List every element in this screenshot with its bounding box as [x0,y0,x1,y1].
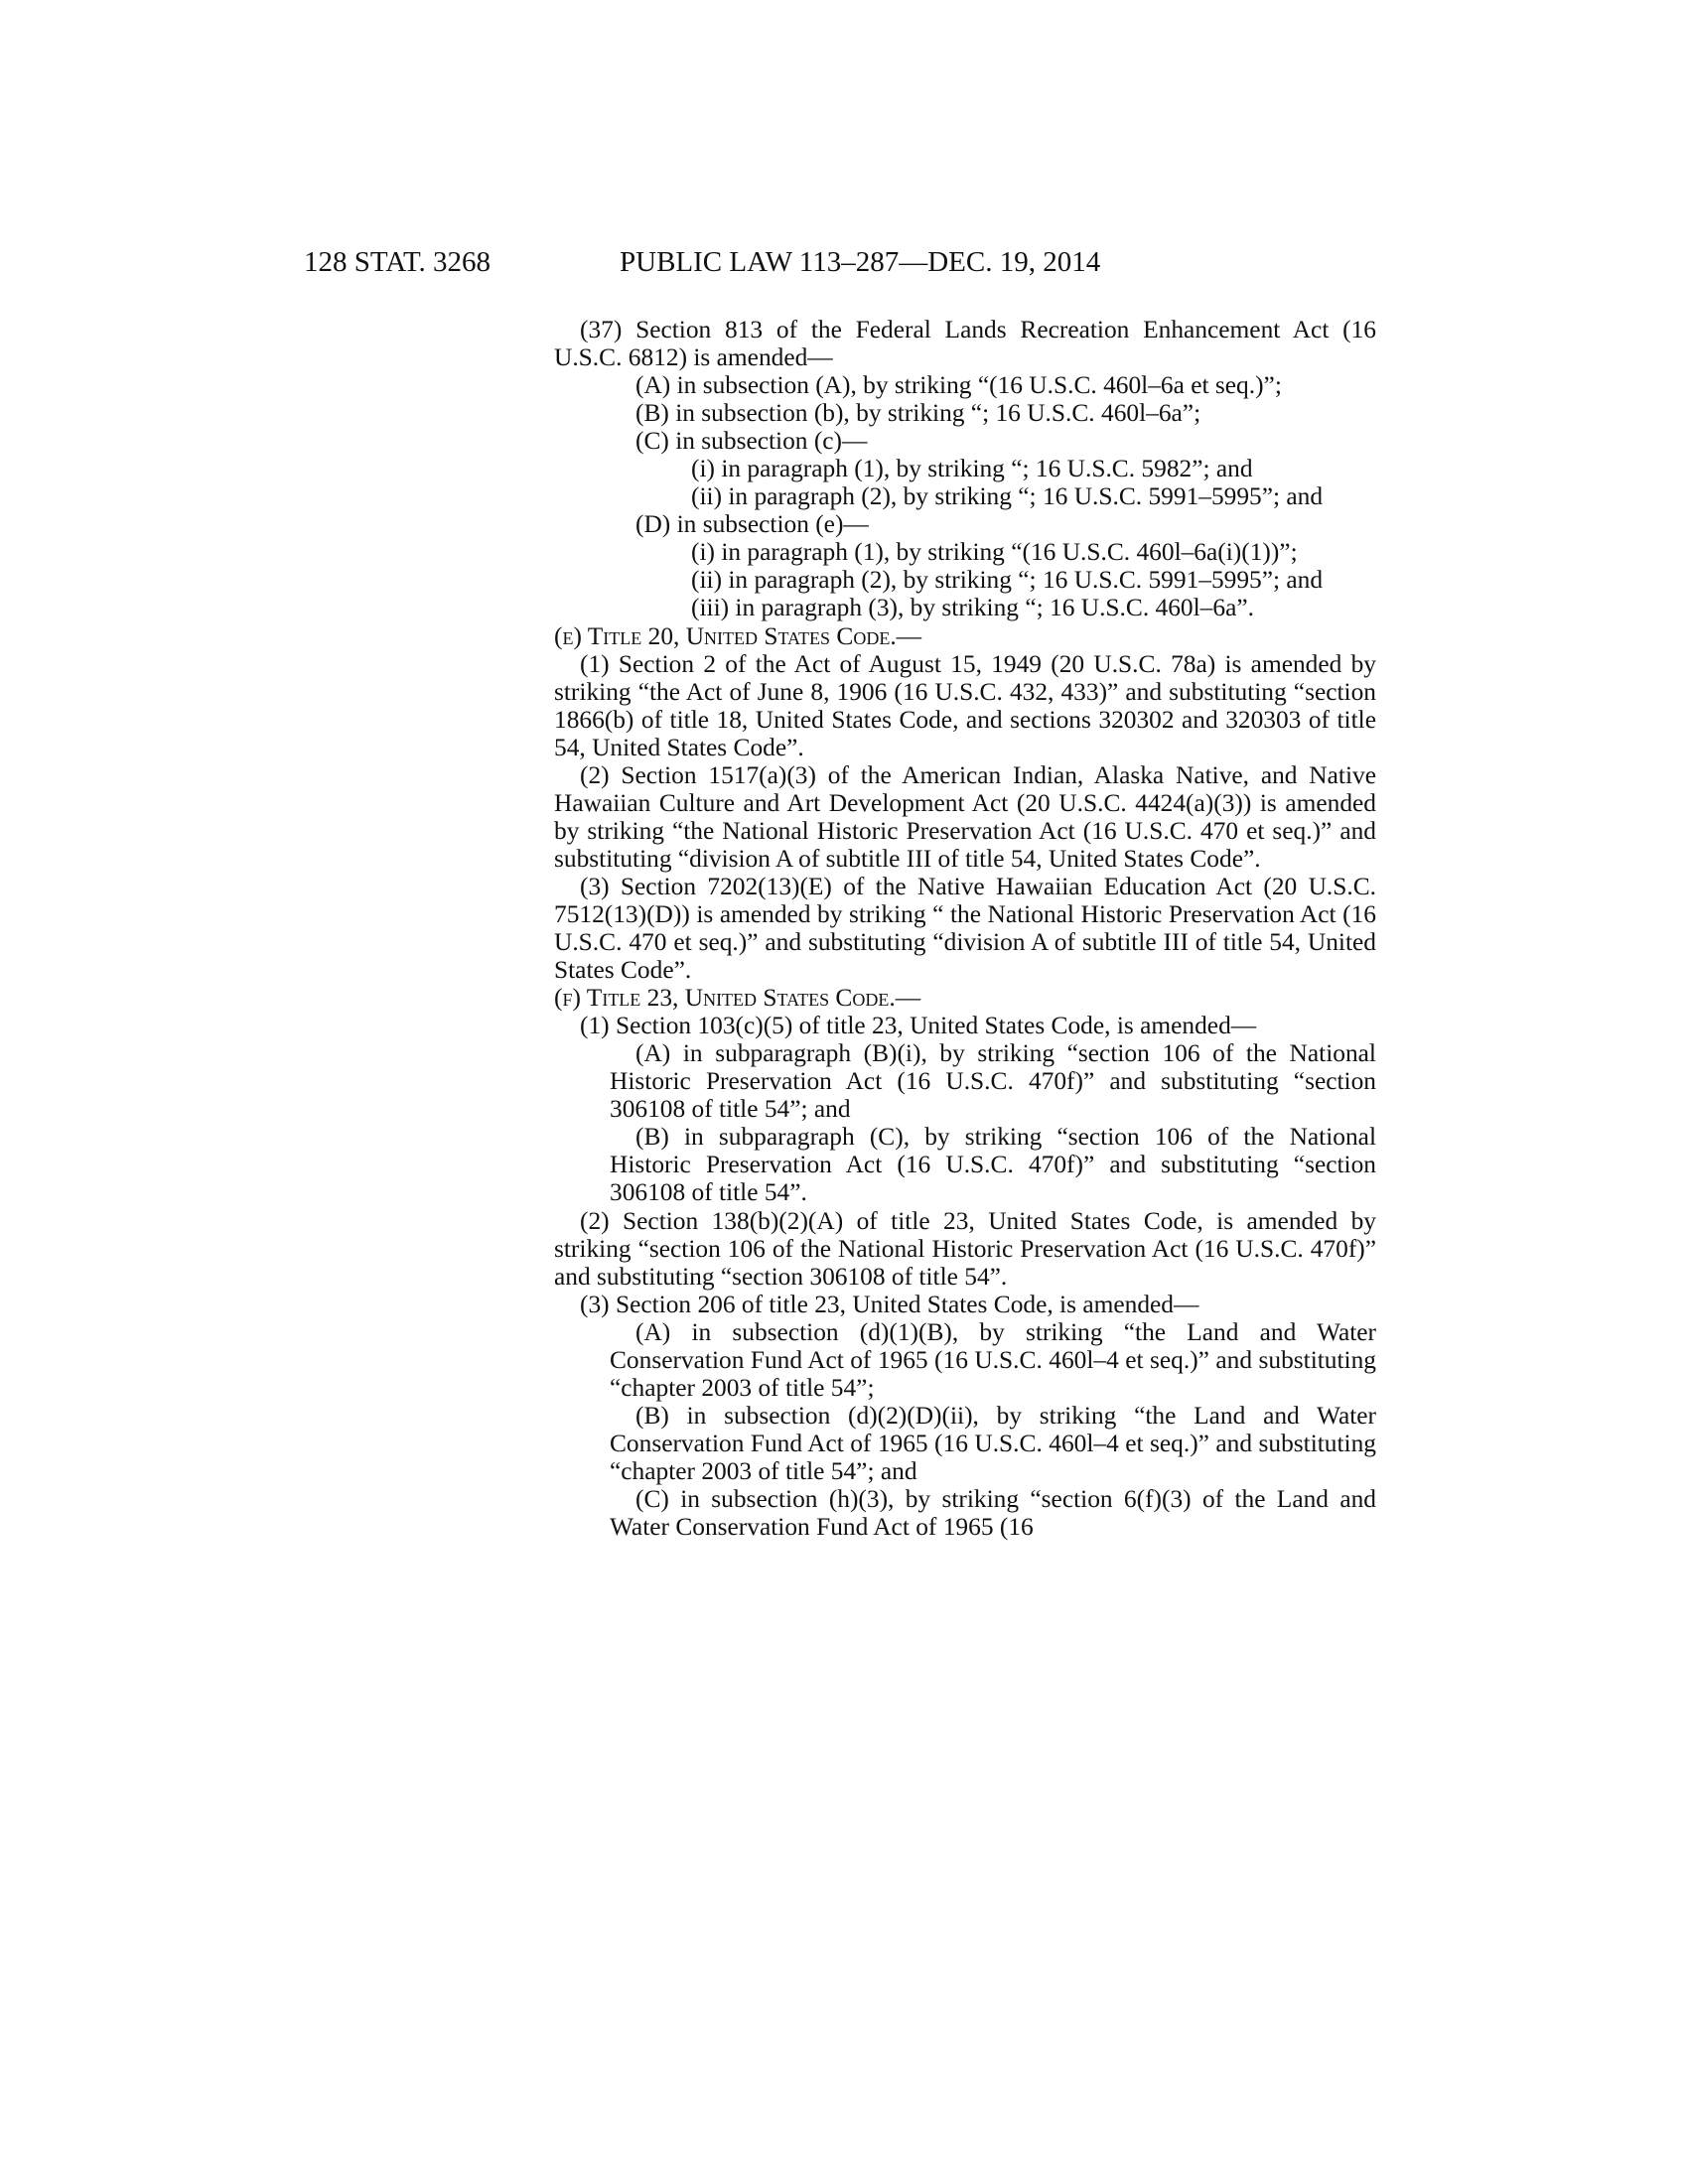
amendment-paragraph: (i) in paragraph (1), by striking “; 16 U.S.C. 5982”; and [691,455,1253,483]
amendment-paragraph: (A) in subsection (A), by striking “(16 U.S.C. 460l–6a et seq.)”; [635,371,1282,400]
amendment-paragraph: (B) in subsection (b), by striking “; 16 U.S.C. 460l–6a”; [635,399,1201,428]
amendment-paragraph: (B) in subparagraph (C), by striking “section 106 of the National Historic Preservation Act (16 U.S.C. 470f)” and substituting “section 306108 of title 54”. [610,1123,1376,1207]
amendment-paragraph: (B) in subsection (d)(2)(D)(ii), by striking “the Land and Water Conservation Fund Act of 1965 (16 U.S.C. 460l–4 et seq.)” and substituting “chapter 2003 of title 54”; and [610,1401,1376,1485]
amendment-paragraph: (D) in subsection (e)— [635,510,869,539]
amendment-paragraph: (ii) in paragraph (2), by striking “; 16 U.S.C. 5991–5995”; and [691,566,1324,595]
amendment-paragraph: (A) in subsection (d)(1)(B), by striking “the Land and Water Conservation Fund Act of 1965 (16 U.S.C. 460l–4 et seq.)” and substituting “chapter 2003 of title 54”; [610,1317,1376,1402]
section-heading: (f) Title 23, United States Code.— [554,984,921,1013]
amendment-paragraph: (ii) in paragraph (2), by striking “; 16 U.S.C. 5991–5995”; and [691,482,1324,511]
amendment-paragraph: (37) Section 813 of the Federal Lands Recreation Enhancement Act (16 U.S.C. 6812) is amended— [554,316,1376,372]
amendment-paragraph: (2) Section 1517(a)(3) of the American Indian, Alaska Native, and Native Hawaiian Culture and Art Development Act (20 U.S.C. 4424(a)(3)) is amended by striking “the National Historic Preservation Act (16 U.S.C. 470 et seq.)” and substituting “division A of subtitle III of title 54, United States Code”. [554,760,1376,873]
amendment-paragraph: (iii) in paragraph (3), by striking “; 16 U.S.C. 460l–6a”. [691,594,1254,622]
amendment-paragraph: (1) Section 2 of the Act of August 15, 1949 (20 U.S.C. 78a) is amended by striking “the Act of June 8, 1906 (16 U.S.C. 432, 433)” and substituting “section 1866(b) of title 18, United States Code, and sections 320302 and 320303 of title 54, United States Code”. [554,649,1376,761]
amendment-paragraph: (1) Section 103(c)(5) of title 23, United States Code, is amended— [580,1012,1257,1040]
amendment-paragraph: (A) in subparagraph (B)(i), by striking “section 106 of the National Historic Preservation Act (16 U.S.C. 470f)” and substituting “section 306108 of title 54”; and [610,1039,1376,1124]
amendment-paragraph: (i) in paragraph (1), by striking “(16 U.S.C. 460l–6a(i)(1))”; [691,538,1298,567]
amendment-paragraph: (3) Section 206 of title 23, United States Code, is amended— [580,1290,1199,1318]
public-law-title: PUBLIC LAW 113–287—DEC. 19, 2014 [620,246,1101,278]
document-body [526,316,1376,1541]
statute-page-reference: 128 STAT. 3268 [304,246,492,278]
amendment-paragraph: (C) in subsection (h)(3), by striking “section 6(f)(3) of the Land and Water Conservation Fund Act of 1965 (16 [610,1484,1376,1542]
amendment-paragraph: (C) in subsection (c)— [635,427,868,456]
section-heading: (e) Title 20, United States Code.— [554,621,922,650]
amendment-paragraph: (2) Section 138(b)(2)(A) of title 23, United States Code, is amended by striking “section 106 of the National Historic Preservation Act (16 U.S.C. 470f)” and substituting “section 306108 of title 54”. [554,1206,1376,1291]
amendment-paragraph: (3) Section 7202(13)(E) of the Native Hawaiian Education Act (20 U.S.C. 7512(13)(D)) is amended by striking “ the National Historic Preservation Act (16 U.S.C. 470 et seq.)” and substituting “division A of subtitle III of title 54, United States Code”. [554,872,1376,985]
running-header [304,246,1217,286]
